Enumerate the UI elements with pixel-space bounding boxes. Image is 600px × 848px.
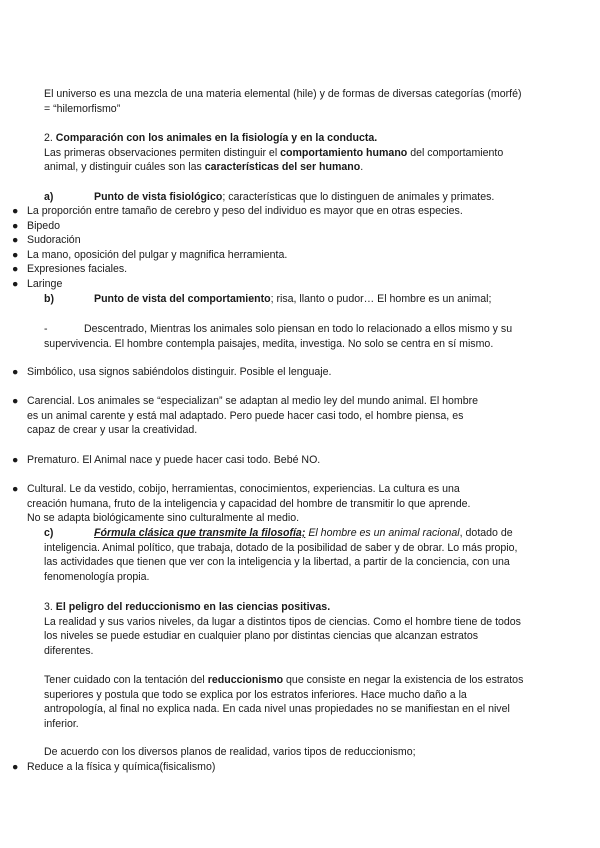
section-3-paragraph-2: Tener cuidado con la tentación del reduccionismo que consiste en negar la existencia de los estratos superiores y postula que todo se explica por los estratos inferiores. Hace mucho daño a la antropología, al final no explica nada. En cada nivel unas propiedades no se manifiestan en el nivel inferior. (44, 674, 524, 730)
list-item: ● La mano, oposición del pulgar y magnifica herramienta. (12, 248, 288, 261)
point-a (44, 190, 564, 205)
bullet-icon: ● (12, 248, 19, 261)
intro-line: = “hilemorfismo” (44, 102, 121, 115)
point-title: Punto de vista del comportamiento (94, 293, 271, 305)
point-label: b) (44, 293, 54, 305)
section-3: 3. El peligro del reduccionismo en las ciencias positivas. La realidad y sus varios niveles, da lugar a distintos tipos de ciencias. Como el hombre tiene de todos los niveles se puede estudiar en cualquier plano por distintas ciencias que alcanzan estratos diferentes. (44, 600, 564, 658)
list-item: ● Prematuro. El Animal nace y puede hacer casi todo. Bebé NO. (12, 454, 321, 466)
bullet-icon: ● (12, 263, 19, 275)
section-3-heading (44, 600, 564, 615)
section-2-paragraph-line: animal, y distinguir cuáles son las características del ser humano. (44, 161, 364, 173)
point-a-heading: a) Punto de vista fisiológico; características que lo distinguen de animales y primates. (44, 191, 495, 203)
dash-marker: - (44, 323, 48, 335)
bullet-icon: ● (12, 483, 19, 495)
section-title: Comparación con los animales en la fisiología y en la conducta. (55, 132, 378, 144)
bullet-icon: ● (12, 205, 19, 217)
bullet-icon: ● (12, 761, 19, 773)
point-title: Fórmula clásica que transmite la filosofía; (94, 527, 306, 539)
point-label: a) (44, 191, 54, 203)
point-title: Punto de vista fisiológico (94, 191, 223, 203)
section-2 (44, 131, 564, 175)
list-item: ● Simbólico, usa signos sabiéndolos distinguir. Posible el lenguaje. (12, 366, 332, 378)
point-b-bullet-prematuro (0, 453, 530, 468)
section-number: 3. (44, 601, 56, 613)
point-b-heading: b) Punto de vista del comportamiento; risa, llanto o pudor… El hombre es un animal; (44, 293, 492, 305)
bullet-icon: ● (12, 395, 19, 407)
bullet-icon: ● (12, 366, 19, 378)
bold-term: características del ser humano (204, 161, 361, 173)
point-a-bullet-list (0, 204, 530, 291)
list-item: ● Bipedo (12, 219, 60, 232)
list-item: ● Expresiones faciales. (12, 263, 128, 275)
point-b-bullet-simbolico (0, 365, 530, 380)
section-3-paragraph-3: De acuerdo con los diversos planos de realidad, varios tipos de reduccionismo; (44, 746, 416, 758)
list-item: ● Laringe (12, 277, 63, 290)
bullet-icon: ● (12, 454, 19, 466)
point-label: c) (44, 527, 54, 539)
section-title: El peligro del reduccionismo en las ciencias positivas. (55, 601, 331, 613)
point-b (44, 292, 564, 307)
quote: El hombre es un animal racional (308, 527, 460, 539)
point-c-heading: c) Fórmula clásica que transmite la filosofía; El hombre es un animal racional, dotado de (44, 527, 513, 539)
point-b-bullet-cultural: ● Cultural. Le da vestido, cobijo, herramientas, conocimientos, experiencias. La cultura es una creación humana, fruto de la inteligencia y capacidad del hombre de transmitir lo que aprende. No se adapta biológicamente sino culturalmente al medio. (0, 482, 530, 526)
bullet-icon: ● (12, 219, 19, 232)
bullet-icon: ● (12, 234, 19, 246)
list-item: ● Sudoración (12, 234, 81, 246)
intro-line: El universo es una mezcla de una materia elemental (hile) y de formas de diversas categorías (morfé) (44, 88, 522, 100)
intro-paragraph (44, 87, 564, 116)
section-2-heading (44, 131, 564, 146)
list-item: ● La proporción entre tamaño de cerebro y peso del individuo es mayor que en otras especies. (12, 205, 463, 217)
section-2-paragraph-line: Las primeras observaciones permiten distinguir el comportamiento humano del comportamiento (44, 146, 504, 159)
point-c: c) Fórmula clásica que transmite la filosofía; El hombre es un animal racional, dotado de inteligencia. Animal político, que trabaja, dotado de la posibilidad de saber y de obrar. Lo más propio, las actividades que tienen que ver con la inteligencia y la libertad, a partir de la conciencia, con una fenomenología propia. (44, 526, 564, 584)
section-3-bullet-list (0, 760, 530, 775)
bullet-icon: ● (12, 277, 19, 290)
list-item: ● Reduce a la física y química(fisicalismo) (12, 761, 216, 773)
point-b-description: - Descentrado, Mientras los animales solo piensan en todo lo relacionado a ellos mismo y su supervivencia. El hombre contempla paisajes, medita, investiga. No solo se centra en sí mismo. (44, 323, 513, 350)
list-item: ● Cultural. Le da vestido, cobijo, herramientas, conocimientos, experiencias. La cultura es una (12, 483, 460, 495)
point-b-bullet-carencial: ● Carencial. Los animales se “especializan” se adaptan al medio ley del mundo animal. El hombre es un animal carente y está mal adaptado. Pero puede hacer casi todo, el hombre piensa, es capaz de crear y usar la creatividad. (0, 394, 530, 438)
bold-term: comportamiento humano (280, 146, 408, 159)
bold-term: reduccionismo (207, 674, 284, 686)
list-item: ● Carencial. Los animales se “especializan” se adaptan al medio ley del mundo animal. El hombre (12, 395, 479, 407)
section-number: 2. (44, 132, 56, 144)
